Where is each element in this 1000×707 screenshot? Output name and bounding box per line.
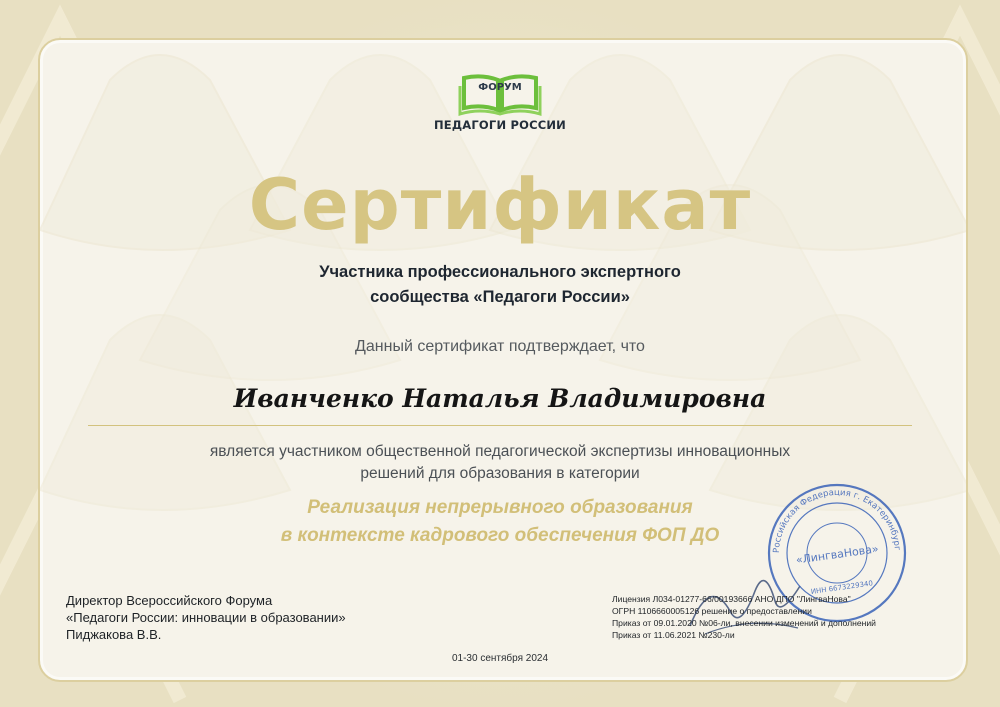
category-line: в контексте кадрового обеспечения ФОП ДО	[280, 525, 720, 546]
open-book-icon	[458, 72, 542, 116]
license-block	[612, 593, 952, 641]
subtitle-line: сообщества «Педагоги России»	[370, 288, 630, 306]
recipient-name: Иванченко Наталья Владимировна	[233, 384, 767, 413]
svg-text:Российская Федерация г. Екатер	[772, 488, 902, 553]
description-line: решений для образования в категории	[360, 465, 640, 482]
event-dates: 01-30 сентября 2024	[451, 653, 549, 664]
certificate-subtitle	[0, 260, 1000, 310]
license-line: ОГРН 1106660005126 решение о предоставлении	[612, 606, 812, 616]
forum-logo	[420, 72, 580, 138]
stamp-ring-text: Российская Федерация г. Екатеринбург	[771, 487, 902, 554]
confirm-text: Данный сертификат подтверждает, что	[355, 338, 645, 355]
logo-bottom-text: ПЕДАГОГИ РОССИИ	[433, 118, 566, 132]
signatory-line: «Педагоги России: инновации в образовании»	[66, 610, 346, 625]
signatory-line: Директор Всероссийского Форума	[66, 593, 273, 608]
license-line: Приказ от 09.01.2020 №06-ли, внесении изменений и дополнений	[612, 618, 876, 628]
license-line: Приказ от 11.06.2021 №230-ли	[612, 630, 735, 640]
subtitle-line: Участника профессионального экспертного	[319, 263, 681, 281]
certificate-title: Сертификат	[248, 164, 752, 246]
signatory-name: Пиджакова В.В.	[66, 627, 162, 642]
logo-top-text: ФОРУМ	[478, 82, 522, 93]
stamp-inn-text: ИНН 6673229340	[810, 579, 874, 596]
license-line: Лицензия Л034-01277-66/00193666 АНО ДПО "ЛингваНова"	[612, 594, 851, 604]
description-line: является участником общественной педагогической экспертизы инновационных	[209, 443, 791, 460]
category-line: Реализация непрерывного образования	[307, 497, 693, 518]
name-underline	[88, 425, 912, 426]
stamp-center-text: «ЛингваНова»	[795, 542, 880, 567]
signatory-block	[66, 592, 426, 643]
